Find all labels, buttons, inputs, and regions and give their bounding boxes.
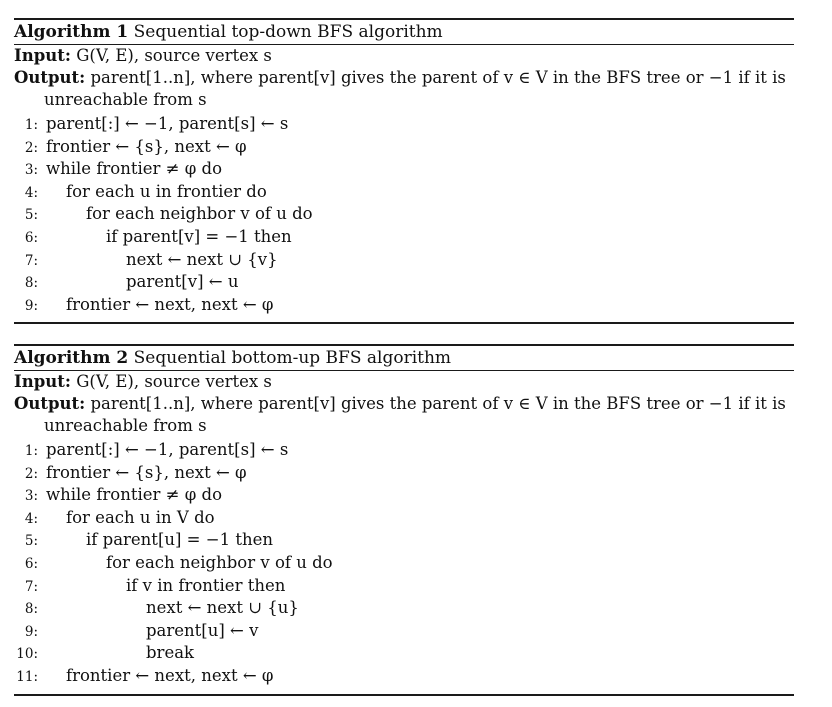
step-line: [14, 484, 794, 507]
step-line: [14, 575, 794, 598]
line-number: 6:: [24, 229, 38, 246]
step-line: [14, 529, 794, 552]
step-text: parent[:] ← −1, parent[s] ← s: [46, 440, 289, 459]
line-number: 5:: [24, 533, 38, 550]
step-text: while frontier ≠ φ do: [46, 159, 223, 179]
caption-title: Sequential top-down BFS algorithm: [133, 22, 443, 42]
algorithm-steps: [14, 113, 794, 316]
input-label: Input:: [14, 46, 71, 65]
algorithm-2-block: [14, 344, 794, 696]
step-text: frontier ← next, next ← φ: [66, 665, 274, 685]
step-line: [14, 552, 794, 575]
line-number: 9:: [24, 623, 38, 640]
line-number: 10:: [16, 646, 38, 663]
caption-label: Algorithm 1: [14, 22, 129, 42]
step-text: for each neighbor v of u do: [106, 552, 333, 572]
step-text: if v in frontier then: [126, 575, 286, 595]
step-line: [14, 158, 794, 181]
step-line: [14, 597, 794, 620]
output-line-1: [14, 393, 794, 415]
line-number: 4:: [24, 510, 38, 527]
line-number: 4:: [24, 184, 38, 201]
algorithm-caption: [14, 346, 794, 370]
step-text: frontier ← {s}, next ← φ: [46, 462, 247, 482]
line-number: 9:: [24, 297, 38, 314]
output-line-1: [14, 67, 794, 89]
step-text: break: [146, 643, 195, 663]
step-text: for each u in frontier do: [66, 181, 267, 201]
step-text: parent[v] ← u: [126, 272, 239, 292]
algorithm-steps: [14, 439, 794, 688]
step-line: [14, 203, 794, 226]
line-number: 2:: [24, 139, 38, 156]
line-number: 2:: [24, 465, 38, 482]
step-line: [14, 249, 794, 272]
bottom-rule: [14, 322, 794, 324]
step-line: [14, 507, 794, 530]
output-text-2: unreachable from s: [44, 416, 207, 435]
output-block: [14, 393, 794, 437]
caption-title: Sequential bottom-up BFS algorithm: [133, 348, 452, 368]
step-text: parent[u] ← v: [146, 620, 259, 640]
output-text-1: parent[1..n], where parent[v] gives the parent of v ∈ V in the BFS tree or −1 if it is: [90, 68, 786, 87]
step-line: [14, 642, 794, 665]
line-number: 1:: [24, 443, 38, 459]
caption-label: Algorithm 2: [14, 348, 129, 368]
step-text: frontier ← next, next ← φ: [66, 294, 274, 314]
step-line: [14, 226, 794, 249]
output-label: Output:: [14, 394, 86, 413]
step-text: frontier ← {s}, next ← φ: [46, 136, 247, 156]
step-text: parent[:] ← −1, parent[s] ← s: [46, 114, 289, 133]
line-number: 5:: [24, 207, 38, 224]
input-label: Input:: [14, 372, 71, 391]
bottom-rule: [14, 694, 794, 696]
line-number: 3:: [24, 488, 38, 505]
input-line: [14, 45, 794, 67]
step-text: next ← next ∪ {u}: [146, 598, 299, 618]
step-line: [14, 620, 794, 643]
step-line: [14, 136, 794, 159]
step-line: [14, 665, 794, 688]
step-text: for each neighbor v of u do: [86, 204, 313, 224]
step-text: if parent[v] = −1 then: [106, 226, 292, 246]
input-text: G(V, E), source vertex s: [76, 46, 272, 65]
line-number: 11:: [16, 668, 38, 685]
output-block: [14, 67, 794, 111]
step-line: [14, 113, 794, 136]
step-line: [14, 181, 794, 204]
output-text-2: unreachable from s: [44, 90, 207, 109]
step-line: [14, 271, 794, 294]
line-number: 8:: [24, 275, 38, 292]
output-label: Output:: [14, 68, 86, 87]
input-text: G(V, E), source vertex s: [76, 372, 272, 391]
line-number: 1:: [24, 117, 38, 133]
step-line: [14, 439, 794, 462]
step-line: [14, 462, 794, 485]
step-text: next ← next ∪ {v}: [126, 249, 278, 269]
line-number: 7:: [24, 578, 38, 595]
step-line: [14, 294, 794, 317]
algorithm-1-block: [14, 18, 794, 324]
line-number: 3:: [24, 162, 38, 179]
step-text: if parent[u] = −1 then: [86, 530, 273, 550]
line-number: 8:: [24, 601, 38, 618]
input-line: [14, 371, 794, 393]
output-text-1: parent[1..n], where parent[v] gives the parent of v ∈ V in the BFS tree or −1 if it is: [90, 394, 786, 413]
line-number: 7:: [24, 252, 38, 269]
step-text: for each u in V do: [66, 507, 215, 527]
algorithm-caption: [14, 20, 794, 44]
step-text: while frontier ≠ φ do: [46, 485, 223, 505]
line-number: 6:: [24, 555, 38, 572]
